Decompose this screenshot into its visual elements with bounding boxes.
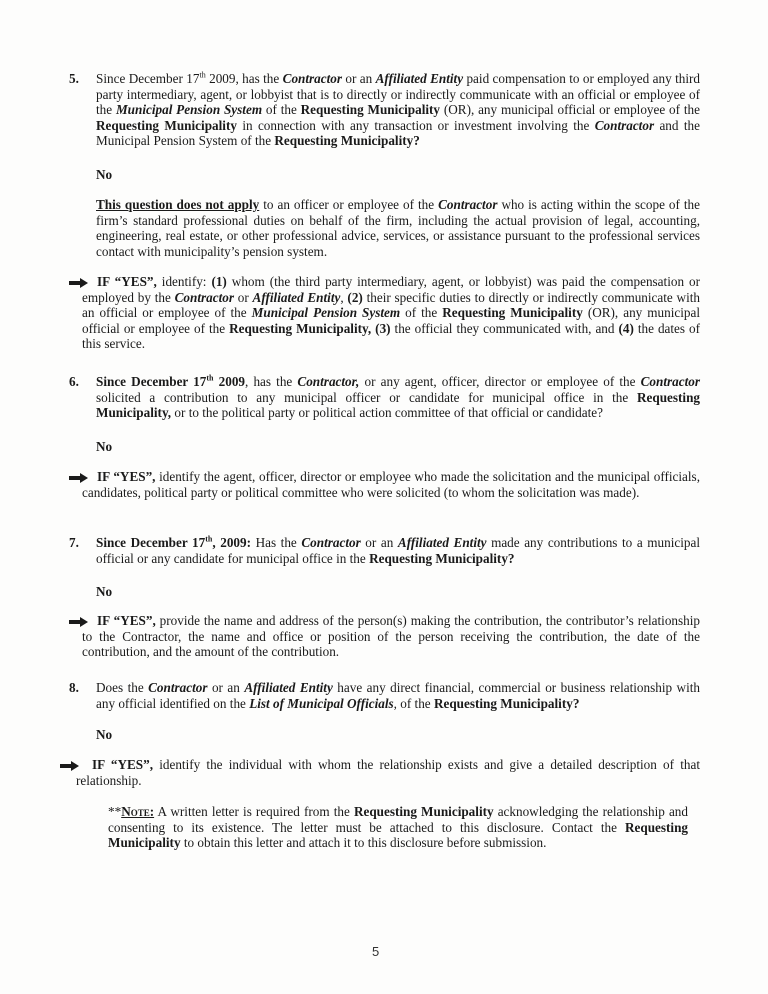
question-7-text: Since December 17th, 2009: Has the Contractor or an Affiliated Entity made any contributions to a municipal official or any candidate for municipal office in the Requesting Municipality?	[96, 534, 700, 566]
question-5-answer: No	[96, 167, 113, 182]
question-7-number: 7.	[69, 535, 79, 550]
question-6-answer: No	[96, 439, 113, 454]
question-5-if-yes: IF “YES”, identify: (1) whom (the third party intermediary, agent, or lobbyist) was paid the compensation or employed by the Contractor or Affiliated Entity, (2) their specific duties to directly or indirectly communicate with an official or employee of the Municipal Pension System of the Requesting Municipality (OR), any municipal official or employee of the Requesting Municipality, (3) the official they communicated with, and (4) the dates of this service.	[82, 274, 701, 352]
question-6-text: Since December 17th 2009, has the Contractor, or any agent, officer, director or employee of the Contractor solicited a contribution to any municipal officer or candidate for municipal office in the Requesting Municipality, or to the political party or political action committee of that official or candidate?	[96, 373, 700, 421]
question-8-answer: No	[96, 727, 113, 742]
question-6-number: 6.	[69, 374, 79, 389]
note-paragraph: **Note: A written letter is required from the Requesting Municipality acknowledging the relationship and consenting to its existence. The letter must be attached to this disclosure. Contact the Requesting Municipality to obtain this letter and attach it to this disclosure before submission.	[108, 804, 688, 851]
page-number: 5	[372, 944, 380, 959]
question-5-number: 5.	[69, 71, 79, 86]
question-8-if-yes: IF “YES”, identify the individual with whom the relationship exists and give a detailed description of that relationship.	[76, 757, 700, 788]
question-8-number: 8.	[69, 680, 79, 695]
question-7-if-yes: IF “YES”, provide the name and address of the person(s) making the contribution, the contributor’s relationship to the Contractor, the name and office or position of the person receiving the contribution, the date of the contribution, and the amount of the contribution.	[82, 613, 700, 660]
question-7-answer: No	[96, 584, 113, 599]
question-5-text: Since December 17th 2009, has the Contractor or an Affiliated Entity paid compensation to or employed any third party intermediary, agent, or lobbyist that is to directly or indirectly communicate with an official or employee of the Municipal Pension System of the Requesting Municipality (OR), any municipal official or employee of the Requesting Municipality in connection with any transaction or investment involving the Contractor and the Municipal Pension System of the Requesting Municipality?	[96, 70, 700, 149]
question-5-exception: This question does not apply to an officer or employee of the Contractor who is acting within the scope of the firm’s standard professional duties on behalf of the firm, including the actual provision of legal, accounting, engineering, real estate, or other professional advice, services, or assistance pursuant to the professional services contact with municipality’s pension system.	[96, 197, 700, 259]
question-6-if-yes: IF “YES”, identify the agent, officer, director or employee who made the solicitation and the municipal officials, candidates, political party or political committee who were solicited (to whom the solicitation was made).	[82, 469, 700, 500]
question-8-text: Does the Contractor or an Affiliated Entity have any direct financial, commercial or business relationship with any official identified on the List of Municipal Officials, of the Requesting Municipality?	[96, 680, 700, 711]
